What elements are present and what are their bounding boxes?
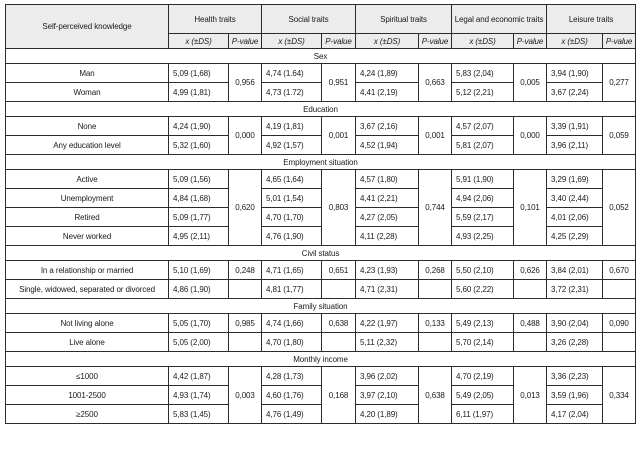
row-label: Never worked (6, 227, 169, 246)
legal-mean-cell: 5,83 (2,04) (452, 64, 514, 83)
section-title: Family situation (6, 299, 636, 314)
section-title: Employment situation (6, 155, 636, 170)
social-mean-cell: 4,73 (1.72) (262, 83, 322, 102)
leisure-mean-cell: 3,29 (1,69) (547, 170, 603, 189)
social-p-value-cell: 0,638 (322, 314, 356, 333)
section-header-row (6, 49, 636, 64)
spiritual-mean-cell: 4,20 (1,89) (356, 405, 419, 424)
spiritual-p-value-cell: 0,744 (419, 170, 452, 246)
subheader-mean: x (±DS) (356, 34, 419, 49)
subheader-mean: x (±DS) (262, 34, 322, 49)
header-spiritual: Spiritual traits (356, 5, 452, 34)
legal-mean-cell: 5,81 (2,07) (452, 136, 514, 155)
spiritual-p-value-cell: 0,268 (419, 261, 452, 280)
subheader-mean: x (±DS) (169, 34, 229, 49)
header-leisure: Leisure traits (547, 5, 636, 34)
subheader-p: P-value (322, 34, 356, 49)
header-knowledge: Self-perceived knowledge (6, 5, 169, 49)
spiritual-mean-cell: 4,41 (2,21) (356, 189, 419, 208)
spiritual-mean-cell: 4,52 (1,94) (356, 136, 419, 155)
leisure-p-value-cell: 0,277 (603, 64, 636, 102)
legal-mean-cell: 5,91 (1,90) (452, 170, 514, 189)
subheader-p: P-value (603, 34, 636, 49)
legal-p-empty-cell (514, 280, 547, 299)
health-p-empty-cell (229, 333, 262, 352)
legal-p-empty-cell (514, 333, 547, 352)
section-title: Civil status (6, 246, 636, 261)
legal-p-value-cell: 0,101 (514, 170, 547, 246)
header-health: Health traits (169, 5, 262, 34)
health-p-value-cell: 0,985 (229, 314, 262, 333)
social-p-empty-cell (322, 333, 356, 352)
legal-mean-cell: 6,11 (1,97) (452, 405, 514, 424)
row-label: Man (6, 64, 169, 83)
social-mean-cell: 4,74 (1.64) (262, 64, 322, 83)
spiritual-p-value-cell: 0,001 (419, 117, 452, 155)
leisure-mean-cell: 4,17 (2,04) (547, 405, 603, 424)
health-mean-cell: 4,42 (1,87) (169, 367, 229, 386)
header-legal: Legal and economic traits (452, 5, 547, 34)
row-label: Not living alone (6, 314, 169, 333)
spiritual-p-empty-cell (419, 280, 452, 299)
social-p-empty-cell (322, 280, 356, 299)
header-row (6, 5, 636, 34)
health-mean-cell: 5,09 (1,68) (169, 64, 229, 83)
section-title: Monthly income (6, 352, 636, 367)
social-mean-cell: 4,76 (1,49) (262, 405, 322, 424)
legal-mean-cell: 5,50 (2,10) (452, 261, 514, 280)
leisure-mean-cell: 3,59 (1,96) (547, 386, 603, 405)
leisure-mean-cell: 3,96 (2,11) (547, 136, 603, 155)
leisure-p-value-cell: 0,052 (603, 170, 636, 246)
health-mean-cell: 5,32 (1,60) (169, 136, 229, 155)
health-mean-cell: 4,95 (2,11) (169, 227, 229, 246)
leisure-mean-cell: 4,25 (2,29) (547, 227, 603, 246)
social-mean-cell: 4,60 (1,76) (262, 386, 322, 405)
social-p-value-cell: 0,951 (322, 64, 356, 102)
social-mean-cell: 4,92 (1,57) (262, 136, 322, 155)
subheader-p: P-value (514, 34, 547, 49)
table-row (6, 170, 636, 189)
health-mean-cell: 4,93 (1,74) (169, 386, 229, 405)
spiritual-mean-cell: 4,57 (1,80) (356, 170, 419, 189)
legal-mean-cell: 4,70 (2,19) (452, 367, 514, 386)
legal-mean-cell: 5,59 (2,17) (452, 208, 514, 227)
legal-p-value-cell: 0,000 (514, 117, 547, 155)
legal-mean-cell: 5,12 (2,21) (452, 83, 514, 102)
health-mean-cell: 4,24 (1,90) (169, 117, 229, 136)
table-row (6, 64, 636, 83)
legal-mean-cell: 5,70 (2,14) (452, 333, 514, 352)
health-p-value-cell: 0,000 (229, 117, 262, 155)
row-label: Woman (6, 83, 169, 102)
table-row (6, 261, 636, 280)
social-p-value-cell: 0,651 (322, 261, 356, 280)
health-mean-cell: 5,10 (1,69) (169, 261, 229, 280)
health-mean-cell: 4,86 (1,90) (169, 280, 229, 299)
social-p-value-cell: 0,001 (322, 117, 356, 155)
social-mean-cell: 4,76 (1,90) (262, 227, 322, 246)
row-label: Any education level (6, 136, 169, 155)
spiritual-p-empty-cell (419, 333, 452, 352)
leisure-p-value-cell: 0,059 (603, 117, 636, 155)
leisure-mean-cell: 3,90 (2,04) (547, 314, 603, 333)
table-row (6, 117, 636, 136)
knowledge-traits-table (5, 4, 636, 424)
social-mean-cell: 4,74 (1,66) (262, 314, 322, 333)
subheader-mean: x (±DS) (452, 34, 514, 49)
social-mean-cell: 4,65 (1,64) (262, 170, 322, 189)
health-mean-cell: 5,83 (1,45) (169, 405, 229, 424)
legal-mean-cell: 5,60 (2,22) (452, 280, 514, 299)
leisure-mean-cell: 3,72 (2,31) (547, 280, 603, 299)
spiritual-p-value-cell: 0,133 (419, 314, 452, 333)
leisure-mean-cell: 3,84 (2,01) (547, 261, 603, 280)
health-p-value-cell: 0,956 (229, 64, 262, 102)
health-p-value-cell: 0,248 (229, 261, 262, 280)
row-label: ≤1000 (6, 367, 169, 386)
section-header-row (6, 352, 636, 367)
section-header-row (6, 155, 636, 170)
leisure-mean-cell: 3,39 (1,91) (547, 117, 603, 136)
legal-mean-cell: 4,93 (2,25) (452, 227, 514, 246)
leisure-mean-cell: 3,94 (1,90) (547, 64, 603, 83)
legal-p-value-cell: 0,005 (514, 64, 547, 102)
legal-p-value-cell: 0,626 (514, 261, 547, 280)
leisure-p-value-cell: 0,670 (603, 261, 636, 280)
table-row (6, 333, 636, 352)
row-label: Retired (6, 208, 169, 227)
spiritual-mean-cell: 3,97 (2,10) (356, 386, 419, 405)
social-p-value-cell: 0,168 (322, 367, 356, 424)
section-header-row (6, 102, 636, 117)
spiritual-mean-cell: 4,41 (2,19) (356, 83, 419, 102)
social-mean-cell: 4,70 (1,80) (262, 333, 322, 352)
row-label: None (6, 117, 169, 136)
table-body (6, 49, 636, 424)
subheader-p: P-value (419, 34, 452, 49)
section-title: Education (6, 102, 636, 117)
subheader-mean: x (±DS) (547, 34, 603, 49)
health-mean-cell: 5,09 (1,56) (169, 170, 229, 189)
legal-mean-cell: 4,57 (2,07) (452, 117, 514, 136)
leisure-mean-cell: 4,01 (2,06) (547, 208, 603, 227)
social-mean-cell: 4,19 (1,81) (262, 117, 322, 136)
health-mean-cell: 5,09 (1,77) (169, 208, 229, 227)
social-mean-cell: 4,71 (1,65) (262, 261, 322, 280)
health-mean-cell: 4,84 (1,68) (169, 189, 229, 208)
health-p-value-cell: 0,003 (229, 367, 262, 424)
leisure-p-empty-cell (603, 333, 636, 352)
row-label: In a relationship or married (6, 261, 169, 280)
leisure-mean-cell: 3,67 (2,24) (547, 83, 603, 102)
spiritual-mean-cell: 4,71 (2,31) (356, 280, 419, 299)
section-header-row (6, 246, 636, 261)
health-mean-cell: 5,05 (1,70) (169, 314, 229, 333)
spiritual-mean-cell: 4,27 (2,05) (356, 208, 419, 227)
health-p-value-cell: 0,620 (229, 170, 262, 246)
section-title: Sex (6, 49, 636, 64)
social-mean-cell: 4,81 (1,77) (262, 280, 322, 299)
table-row (6, 314, 636, 333)
spiritual-mean-cell: 3,67 (2,16) (356, 117, 419, 136)
spiritual-mean-cell: 5,11 (2,32) (356, 333, 419, 352)
social-p-value-cell: 0,803 (322, 170, 356, 246)
table-row (6, 280, 636, 299)
subheader-p: P-value (229, 34, 262, 49)
spiritual-mean-cell: 4,11 (2,28) (356, 227, 419, 246)
spiritual-mean-cell: 4,23 (1,93) (356, 261, 419, 280)
leisure-p-empty-cell (603, 280, 636, 299)
legal-p-value-cell: 0,488 (514, 314, 547, 333)
leisure-p-value-cell: 0,334 (603, 367, 636, 424)
legal-mean-cell: 4,94 (2,06) (452, 189, 514, 208)
legal-p-value-cell: 0,013 (514, 367, 547, 424)
social-mean-cell: 4,70 (1,70) (262, 208, 322, 227)
table-container (5, 4, 635, 424)
table-row (6, 367, 636, 386)
social-mean-cell: 5,01 (1,54) (262, 189, 322, 208)
social-mean-cell: 4,28 (1,73) (262, 367, 322, 386)
spiritual-p-value-cell: 0,663 (419, 64, 452, 102)
spiritual-mean-cell: 4,24 (1,89) (356, 64, 419, 83)
row-label: Single, widowed, separated or divorced (6, 280, 169, 299)
leisure-p-value-cell: 0,090 (603, 314, 636, 333)
spiritual-mean-cell: 4,22 (1,97) (356, 314, 419, 333)
row-label: 1001-2500 (6, 386, 169, 405)
leisure-mean-cell: 3,26 (2,28) (547, 333, 603, 352)
header-social: Social traits (262, 5, 356, 34)
spiritual-p-value-cell: 0,638 (419, 367, 452, 424)
spiritual-mean-cell: 3,96 (2,02) (356, 367, 419, 386)
legal-mean-cell: 5,49 (2,05) (452, 386, 514, 405)
row-label: Active (6, 170, 169, 189)
leisure-mean-cell: 3,40 (2,44) (547, 189, 603, 208)
section-header-row (6, 299, 636, 314)
health-p-empty-cell (229, 280, 262, 299)
health-mean-cell: 4,99 (1,81) (169, 83, 229, 102)
row-label: ≥2500 (6, 405, 169, 424)
row-label: Live alone (6, 333, 169, 352)
leisure-mean-cell: 3,36 (2,23) (547, 367, 603, 386)
row-label: Unemployment (6, 189, 169, 208)
health-mean-cell: 5,05 (2,00) (169, 333, 229, 352)
legal-mean-cell: 5,49 (2,13) (452, 314, 514, 333)
